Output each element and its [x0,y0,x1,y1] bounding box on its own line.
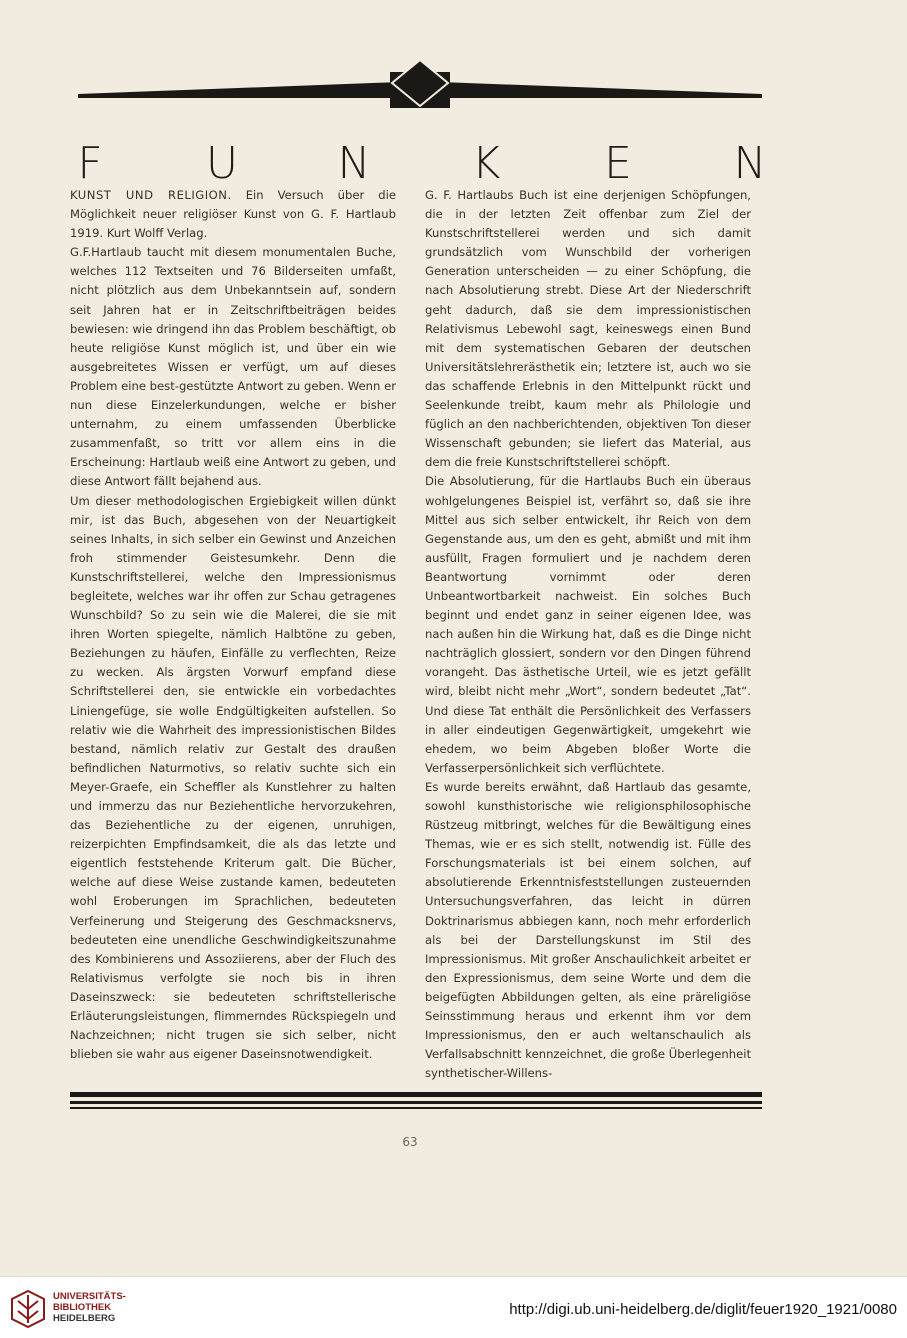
left-column [70,186,396,1064]
bottom-double-rule [70,1092,762,1110]
left-wedge [78,82,400,98]
title-letter: K [471,138,501,189]
library-name-line: HEIDELBERG [53,1313,116,1324]
book-citation: Ein Versuch über die Möglichkeit neuer religiöser Kunst von G. F. Hartlaub 1919. Kurt Wolff Verlag. [70,188,397,241]
rule-hairline [70,1107,762,1109]
rule-thick [70,1092,762,1097]
title-letter: N [733,138,767,189]
article-heading: KUNST UND RELIGION. [70,188,232,202]
source-url-link[interactable]: http://digi.ub.uni-heidelberg.de/diglit/feuer1920_1921/0080 [509,1301,897,1318]
page-number: 63 [402,1135,418,1149]
library-name-line: BIBLIOTHEK [53,1302,112,1313]
rule-thin [70,1101,762,1104]
body-paragraph: G.F.Hartlaub taucht mit diesem monumentalen Buche, welches 112 Textseiten und 76 Bilderseiten umfaßt, nicht plötzlich aus dem Unbekanntsein auf, sondern seit Jahren hat er in Zeitschriftbeiträgen beides bewiesen: wie dringend ihn das Problem beschäftigt, ob heute religiöse Kunst möglich ist, und über ein wie ausgebreitetes Wissen er verfügt, um auf dieses Problem eine best-gestützte Antwort zu geben. Wenn er nun diese Einzelerkundungen, welche er bisher unternahm, zu einem umfassenden Überblicke zusammenfaßt, so tritt vor allem eins in die Erscheinung: Hartlaub weiß eine Antwort zu geben, und diese Antwort fällt bejahend aus. [70,245,396,489]
title-letter: N [337,138,371,189]
masthead-title [60,138,780,188]
library-name[interactable] [53,1291,126,1324]
viewer-footer [0,1276,907,1338]
review-paragraph [70,186,396,243]
right-wedge [440,82,762,98]
title-letter: F [77,138,103,189]
title-letter: U [205,138,239,189]
body-paragraph: Die Absolutierung, für die Hartlaubs Buch ein überaus wohlgelungenes Beispiel ist, verfährt so, daß sie ihre Mittel aus sich selber entwickelt, ihr Reich von dem Gegenstande aus, um den es geht, abmißt und mit ihm ausfüllt, Fragen formuliert und je nachdem deren Beantwortung vornimmt oder deren Unbeantwortbarkeit nachweist. Ein solches Buch beginnt und endet ganz in seiner eigenen Idee, was nach außen hin die Wirkung hat, daß es die Dinge nicht nachträglich glossiert, sondern vor den Dingen führend vorangeht. Das ästhetische Urteil, wie es jetzt gefällt wird, bleibt nicht mehr „Wort“, sondern bedeutet „Tat“. Und diese Tat enthält die Persönlichkeit des Verfassers in aller eindeutigen Gegenwärtigkeit, umgekehrt wie ehedem, wo beim Abgeben bloßer Worte die Verfasserpersönlichkeit sich verflüchtete. [425,474,751,775]
body-paragraph: Um dieser methodologischen Ergiebigkeit willen dünkt mir, ist das Buch, abgesehen von der Neuartigkeit seines Inhalts, in sich selber ein Gewinst und Anzeichen froh stimmender Geistesumkehr. Denn die Kunstschriftstellerei, welche den Impressionismus begleitete, welches war ihr offen zur Schau getragenes Wunschbild? So zu sein wie die Malerei, die sie mit ihren Worten spiegelte, nämlich Halbtöne zu geben, Beziehungen zu häufen, Einfälle zu verflechten, Reize zu wecken. Als ärgsten Vorwurf empfand diese Schriftstellerei den, sie entwickle ein vorbedachtes Liniengefüge, sie wolle Endgültigkeiten aufstellen. So relativ wie die Wahrheit des impressionistischen Bildes bestand, nämlich relativ zur Gestalt des draußen befindlichen Naturmotivs, so relativ suchte sich ein Meyer-Graefe, ein Scheffler als Kunstlehrer zu halten und immerzu das nur Beziehentliche hervorzukehren, das Beziehentliche zu der eigenen, unruhigen, reizerpichten Empfindsamkeit, die als das letzte und eigentlich feststehende Kriterum galt. Die Bücher, welche auf diese Weise zustande kamen, bedeuteten wohl Eroberungen im Sprachlichen, bedeuteten Verfeinerung und Steigerung des Geschmacksnervs, bedeuteten eine unendliche Geschwindigkeitszunahme des Kombinierens und Assoziierens, aber der Fluch des Relativismus verfolgte sie noch bis in ihren Daseinszweck: sie bedeuteten schriftstellerische Erläuterungsleistungen, flimmerndes Rückspiegeln und Nachzeichnen; nicht trugen sie sich selber, nicht blieben sie wahr aus eigener Daseinsnotwendigkeit. [70,493,396,1062]
right-column [425,186,751,1083]
library-logo-icon[interactable] [8,1289,48,1329]
body-paragraph: G. F. Hartlaubs Buch ist eine derjenigen Schöpfungen, die in der letzten Zeit offenbar zum Ziel der Kunstschriftstellerei werden und sich damit grundsätzlich vom Wunschbild der vorherigen Generation unterscheiden — zu einer Schöpfung, die nach Absolutierung strebt. Diese Art der Niederschrift geht dadurch, daß sie dem impressionistischen Relativismus Lebewohl sagt, keineswegs einen Bund mit dem systematischen Gebaren der deutschen Universitätslehrerästhetik ein; letztere ist, auch wo sie das schaffende Erlebnis in den Mittelpunkt rückt und Seelenkunde treibt, kaum mehr als Philologie und füglich an den nachberichtenden, objektiven Ton dieser Wissenschaft gebunden; sie liefert das Material, aus dem die freie Kunstschriftstellerei schöpft. [425,188,751,470]
library-name-line: UNIVERSITÄTS- [53,1291,126,1302]
body-paragraph: Es wurde bereits erwähnt, daß Hartlaub das gesamte, sowohl kunsthistorische wie religionsphilosophische Rüstzeug mitbringt, welches für die Bewältigung eines Themas, wie er es sich stellt, notwendig ist. Fülle des Forschungsmaterials ist bei einem solchen, auf absolutierende Erkenntnisfeststellungen zusteuernden Untersuchungsverfahren, das leicht in dürren Doktrinarismus abbiegen kann, noch mehr erforderlich als bei der Darstellungskunst im Stil des Impressionismus. Mit großer Anschaulichkeit arbeitet er den Expressionismus, dem seine Worte und dem die beigefügten Abbildungen gelten, als eine präreligiöse Seinsstimmung heraus und erkennt ihm vor dem Impressionismus, den er auch weltanschaulich als Verfallsabschnitt kennzeichnet, die große Überlegenheit synthetischer-Willens- [425,779,751,1081]
title-letter: E [604,138,632,189]
ornamental-rule [70,58,770,108]
